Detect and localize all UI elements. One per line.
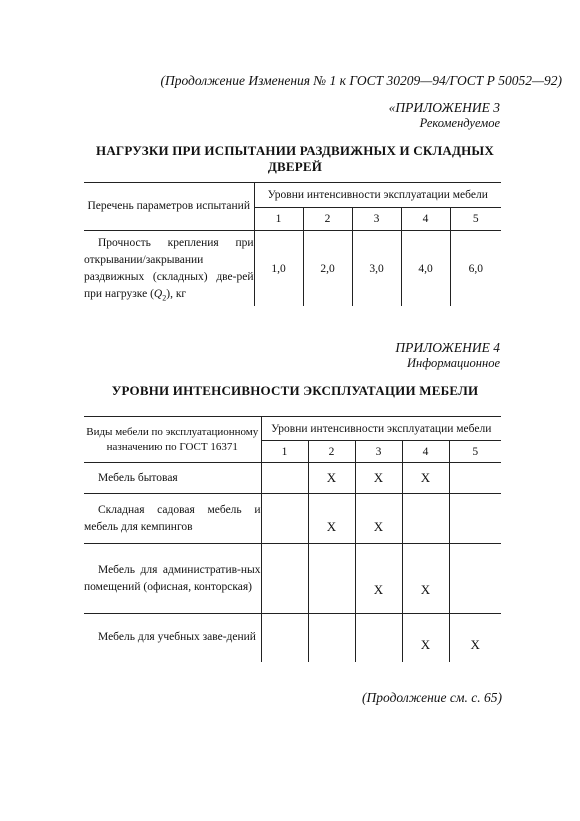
continuation-footer: (Продолжение см. с. 65) — [362, 690, 502, 705]
level-mark: X — [402, 544, 449, 614]
level-header: 3 — [352, 208, 401, 231]
appendix-3-subtitle: Рекомендуемое — [419, 116, 500, 130]
load-value: 6,0 — [450, 231, 501, 307]
level-mark: X — [449, 614, 501, 662]
appendix-4-subtitle: Информационное — [407, 356, 500, 370]
level-mark: X — [355, 463, 402, 494]
level-header: 4 — [402, 441, 449, 463]
level-header: 2 — [303, 208, 352, 231]
furniture-kind: Мебель для административ-ных помещений (офисная, конторская) — [84, 544, 261, 614]
level-mark: X — [355, 494, 402, 544]
level-header: 1 — [261, 441, 308, 463]
continuation-header: (Продолжение Изменения № 1 к ГОСТ 30209—94/ГОСТ Р 50052—92) — [160, 73, 562, 88]
load-value: 2,0 — [303, 231, 352, 307]
level-mark: X — [355, 544, 402, 614]
level-header: 3 — [355, 441, 402, 463]
level-mark — [449, 463, 501, 494]
level-mark — [449, 544, 501, 614]
appendix-4-title: ПРИЛОЖЕНИЕ 4 — [395, 340, 500, 355]
load-symbol-subscript: 2 — [162, 293, 167, 303]
load-value: 4,0 — [401, 231, 450, 307]
furniture-kind: Мебель для учебных заве-дений — [98, 631, 256, 644]
level-mark — [449, 494, 501, 544]
level-mark — [261, 463, 308, 494]
loads-table — [84, 182, 501, 306]
load-value: 1,0 — [254, 231, 303, 307]
level-header: 1 — [254, 208, 303, 231]
load-value: 3,0 — [352, 231, 401, 307]
level-mark — [308, 544, 355, 614]
param-label: Прочность крепления при открывании/закрывании раздвижных (складных) две-рей при нагрузке $(Q_2)$, кг — [84, 237, 254, 303]
level-mark — [308, 614, 355, 662]
level-mark: X — [308, 463, 355, 494]
furniture-kind: Складная садовая мебель и мебель для кемпингов — [84, 494, 261, 544]
table-2-title: УРОВНИ ИНТЕНСИВНОСТИ ЭКСПЛУАТАЦИИ МЕБЕЛИ — [111, 383, 479, 398]
level-mark: X — [402, 463, 449, 494]
load-symbol: Q — [153, 288, 163, 300]
level-mark — [261, 494, 308, 544]
level-group-header: Уровни интенсивности эксплуатации мебели — [261, 417, 501, 441]
intensity-table — [84, 416, 501, 662]
level-mark — [402, 494, 449, 544]
level-mark: X — [308, 494, 355, 544]
level-mark: X — [402, 614, 449, 662]
param-header: Перечень параметров испытаний — [84, 183, 254, 231]
level-header: 5 — [449, 441, 501, 463]
level-header: 2 — [308, 441, 355, 463]
level-mark — [355, 614, 402, 662]
furniture-kind: Мебель бытовая — [84, 463, 261, 494]
appendix-3-title: «ПРИЛОЖЕНИЕ 3 — [388, 100, 500, 115]
level-mark — [261, 544, 308, 614]
level-header: 4 — [401, 208, 450, 231]
kind-header: Виды мебели по эксплуатационному назначению по ГОСТ 16371 — [84, 417, 261, 463]
level-header: 5 — [450, 208, 501, 231]
level-group-header: Уровни интенсивности эксплуатации мебели — [254, 183, 501, 208]
table-1-title: НАГРУЗКИ ПРИ ИСПЫТАНИИ РАЗДВИЖНЫХ И СКЛАДНЫХ ДВЕРЕЙ — [96, 143, 494, 174]
level-mark — [261, 614, 308, 662]
